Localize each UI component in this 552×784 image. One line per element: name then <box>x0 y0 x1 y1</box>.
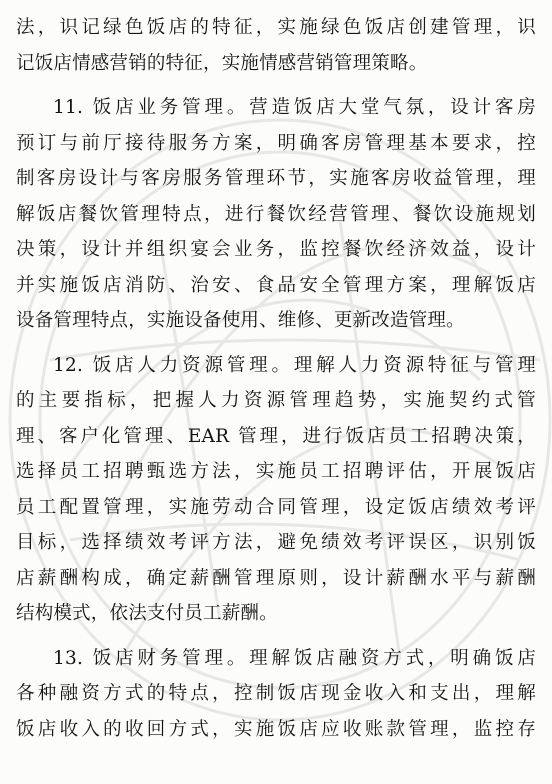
text-line: 结构模式，依法支付员工薪酬。 <box>16 603 278 624</box>
text-line: 并实施饭店消防、治安、食品安全管理方案，理解饭店 <box>16 274 536 296</box>
paragraph-12-human-resources <box>16 348 536 632</box>
text-line: 解饭店餐饮管理特点，进行餐饮经营管理、餐饮设施规划 <box>16 203 536 225</box>
text-line: 制客房设计与客房服务管理环节，实施客房收益管理，理 <box>16 168 536 189</box>
text-line: 理、客户化管理、EAR 管理，进行饭店员工招聘决策， <box>16 425 536 447</box>
text-line: 记饭店情感营销的特征，实施情感营销管理策略。 <box>16 52 428 74</box>
text-line: 的主要指标，把握人力资源管理趋势，实施契约式管 <box>16 390 536 411</box>
text-line: 决策，设计并组织宴会业务，监控餐饮经济效益，设计 <box>16 239 536 260</box>
text-line: 目标，选择绩效考评方法，避免绩效考评误区，识别饭 <box>16 532 536 553</box>
body-text <box>16 10 536 747</box>
text-line: 选择员工招聘甄选方法，实施员工招聘评估，开展饭店 <box>16 461 536 482</box>
text-line: 12. 饭店人力资源管理。理解人力资源特征与管理 <box>53 354 536 376</box>
text-line: 店薪酬构成，确定薪酬管理原则，设计薪酬水平与薪酬 <box>16 567 536 589</box>
text-line: 法，识记绿色饭店的特征，实施绿色饭店创建管理，识 <box>16 17 536 38</box>
paragraph-intro-continuation <box>16 10 536 81</box>
text-line: 11. 饭店业务管理。营造饭店大堂气氛，设计客房 <box>53 97 536 118</box>
paragraph-13-financial-management <box>16 641 536 748</box>
text-line: 员工配置管理，实施劳动合同管理，设定饭店绩效考评 <box>16 496 536 518</box>
text-line: 设备管理特点，实施设备使用、维修、更新改造管理。 <box>16 310 465 331</box>
paragraph-11-business-management <box>16 90 536 339</box>
text-line: 预订与前厅接待服务方案，明确客房管理基本要求，控 <box>16 132 536 154</box>
text-line: 各种融资方式的特点，控制饭店现金收入和支出，理解 <box>16 683 536 704</box>
text-line: 13. 饭店财务管理。理解饭店融资方式，明确饭店 <box>53 647 536 669</box>
text-line: 饭店收入的收回方式，实施饭店应收账款管理，监控存 <box>16 718 536 740</box>
